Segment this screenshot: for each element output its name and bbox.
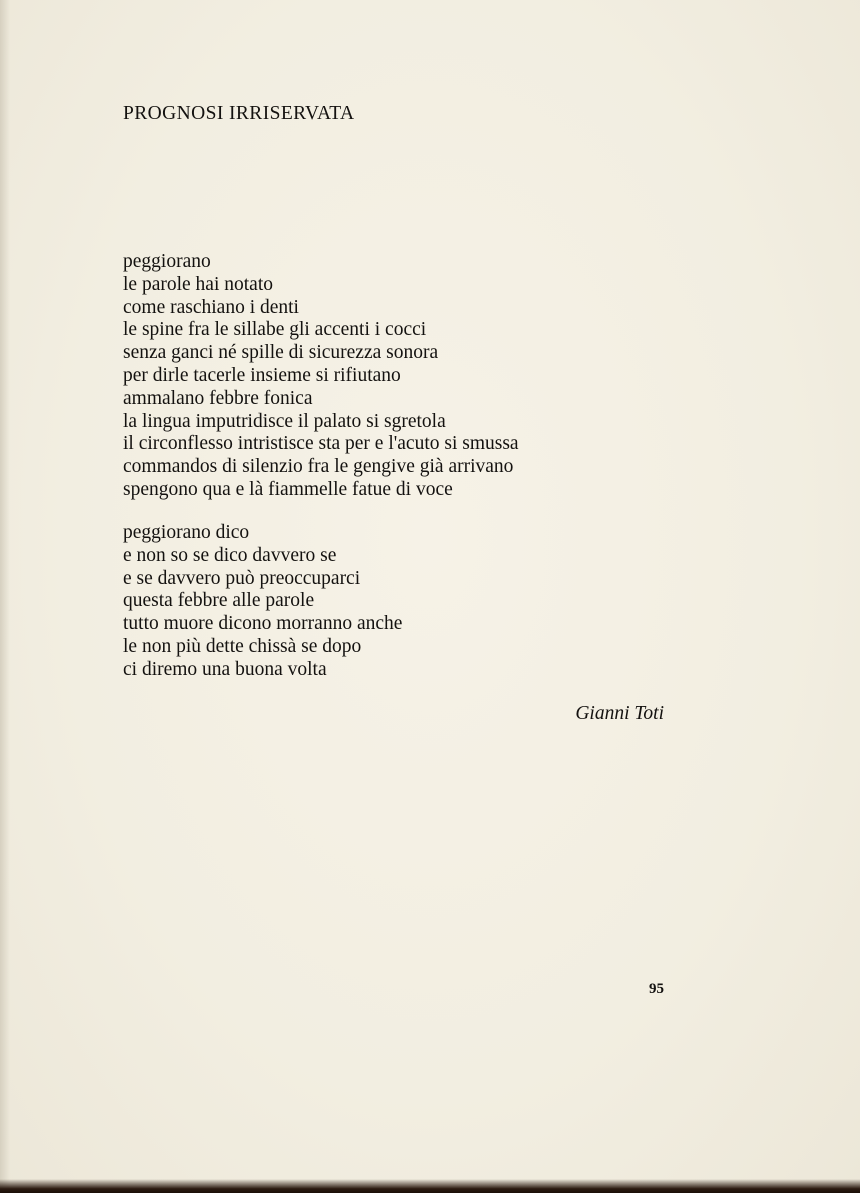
poem-line: e non so se dico davvero se [123,544,337,566]
poem-line: come raschiano i denti [123,296,299,318]
poem-line: per dirle tacerle insieme si rifiutano [123,364,401,386]
poem-line: le non più dette chissà se dopo [123,635,362,657]
page-bottom-edge [0,1179,860,1193]
poem-line: le spine fra le sillabe gli accenti i cocci [123,319,427,341]
page-spine-shadow [0,0,10,1193]
poem-line: ammalano febbre fonica [123,387,313,409]
poem-line: il circonflesso intristisce sta per e l'acuto si smussa [123,433,519,455]
poem-line: e se davvero può preoccuparci [123,567,361,589]
poem-line: senza ganci né spille di sicurezza sonora [123,342,439,364]
poem-line: la lingua imputridisce il palato si sgretola [123,410,446,432]
poem-line: le parole hai notato [123,273,273,295]
poem-line: peggiorano [123,251,211,272]
stanza-1 [123,251,519,502]
poem-author: Gianni Toti [575,703,664,724]
poem-line: spengono qua e là fiammelle fatue di voce [123,478,453,500]
poem-line: ci diremo una buona volta [123,658,327,680]
poem-line: peggiorano dico [123,522,250,543]
stanza-2 [123,522,402,682]
poem-title: PROGNOSI IRRISERVATA [123,103,355,124]
poem-line: commandos di silenzio fra le gengive già arrivano [123,456,514,478]
page-number: 95 [649,981,664,997]
poem-line: tutto muore dicono morranno anche [123,613,403,635]
poem-line: questa febbre alle parole [123,590,315,612]
